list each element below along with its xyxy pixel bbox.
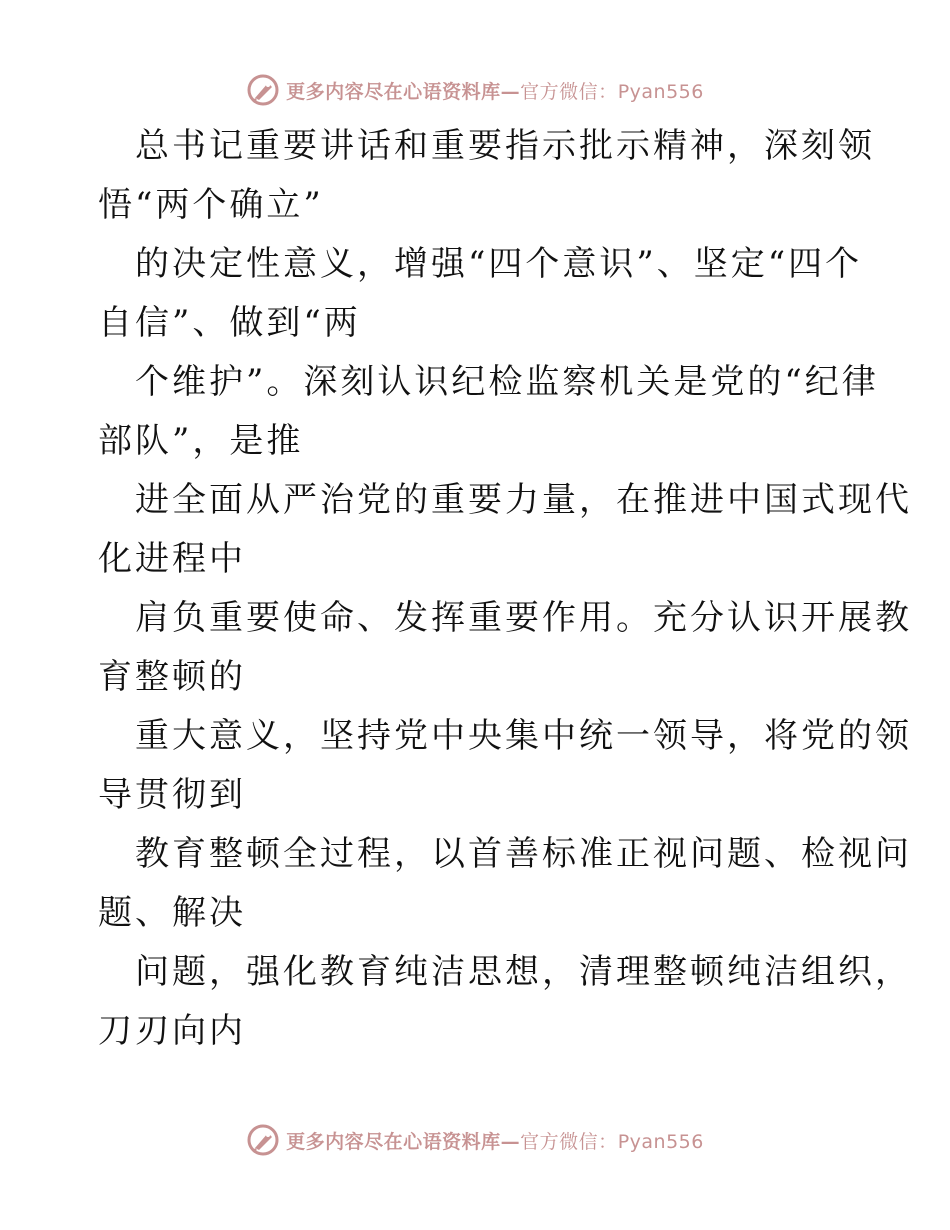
text-line: 总书记重要讲话和重要指示批示精神，深刻领 [135, 126, 875, 166]
watermark-text [286, 1127, 704, 1154]
text-line: 问题，强化教育纯洁思想，清理整顿纯洁组织， [135, 952, 912, 992]
text-line: 肩负重要使命、发挥重要作用。充分认识开展教 [135, 598, 912, 638]
watermark-main: 更多内容尽在心语资料库 [286, 80, 501, 103]
text-line: 部队”，是推 [98, 421, 304, 461]
text-line: 悟“两个确立” [98, 185, 324, 225]
watermark-main: 更多内容尽在心语资料库 [286, 1130, 501, 1153]
watermark-wechat: 官方微信： [520, 80, 618, 103]
text-line: 刀刃向内 [98, 1011, 246, 1051]
text-line: 重大意义，坚持党中央集中统一领导，将党的领 [135, 716, 912, 756]
pen-nib-logo-icon [246, 1123, 280, 1157]
footer-watermark [0, 1120, 950, 1160]
text-line: 导贯彻到 [98, 775, 246, 815]
text-line: 个维护”。深刻认识纪检监察机关是党的“纪律 [135, 362, 879, 402]
pen-nib-logo-icon [246, 73, 280, 107]
text-line: 教育整顿全过程，以首善标准正视问题、检视问 [135, 834, 912, 874]
text-line: 进全面从严治党的重要力量，在推进中国式现代 [135, 480, 912, 520]
watermark-dash: — [500, 1130, 521, 1153]
watermark-id: Pyan556 [617, 1130, 704, 1153]
watermark-wechat: 官方微信： [520, 1130, 618, 1153]
text-line: 的决定性意义，增强“四个意识”、坚定“四个 [135, 244, 863, 284]
text-line: 化进程中 [98, 539, 246, 579]
watermark-id: Pyan556 [617, 80, 704, 103]
header-watermark [0, 70, 950, 110]
watermark-dash: — [500, 80, 521, 103]
text-line: 自信”、做到“两 [98, 303, 361, 343]
text-line: 题、解决 [98, 893, 246, 933]
watermark-text [286, 77, 704, 104]
text-line: 育整顿的 [98, 657, 246, 697]
